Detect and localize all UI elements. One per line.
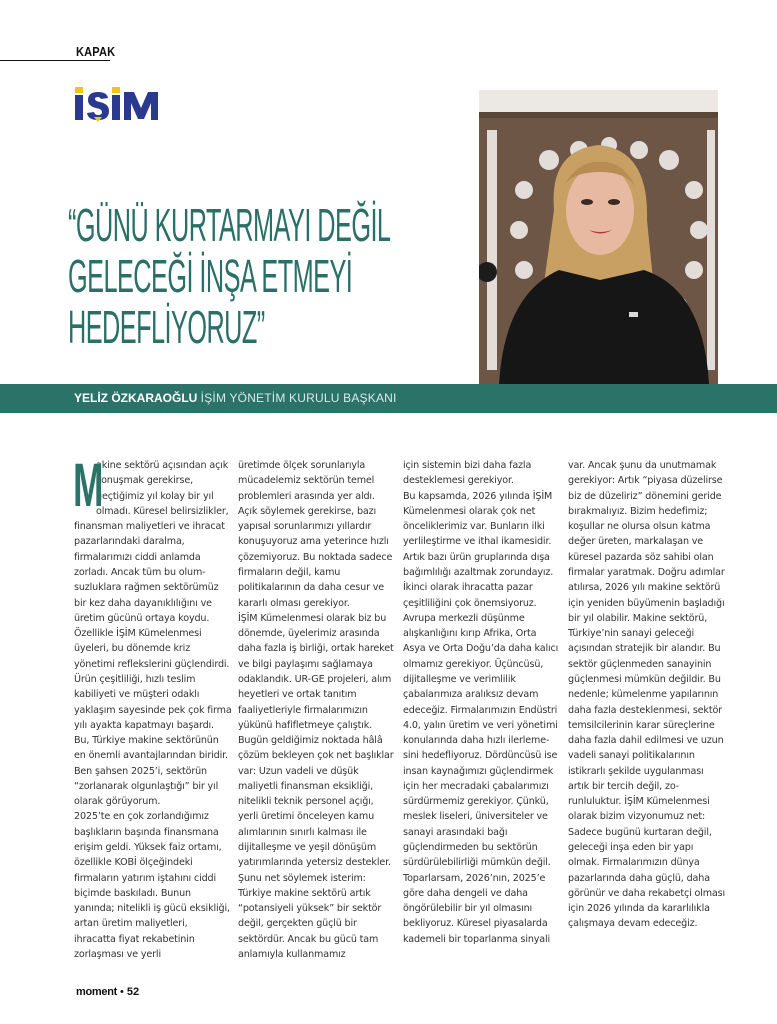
article-paragraph: 2025’te en çok zorlandığımız başlıkların başında finansmana erişim geldi. Yüksek faiz ortamı, özellikle KOBİ ölçeğindeki firmaların yatırım iştahını ciddi biçimde baskıladı. Bunun yanında; nitelikli iş gücü eksikliği, artan üretim maliyetleri, ihracatta fiyat rekabetinin zorlaşması ve yerli (74, 811, 230, 960)
portrait-photo (479, 90, 718, 385)
paragraph-text: akine sektörü açısından açık konuşmak gerekirse, geçtiğimiz yıl kolay bir yıl olmadı. Küresel belirsizlikler, finansman maliyetleri ve ihracat pazarlarındaki daralma, firmalarımızı ciddi anlamda zorladı. Ancak tüm bu olumsuzluklara rağmen sektörümüz bir kez daha dayanıklılığını ve üretim gücünü ortaya koydu. Özellikle İŞİM Kümelenmesi üyeleri, bu dönemde kriz yönetimi reflekslerini güçlendirdi. Ürün çeşitliliği, hızlı teslim kabiliyeti ve müşteri odaklı yaklaşım sayesinde pek çok firma yılı ayakta kapatmayı başardı. Bu, Türkiye makine sektörünün en önemli avantajlarından biridir. Ben şahsen 2025’i, sektörün “zorlanarak olgunlaştığı” bir yıl olarak görüyorum. (74, 460, 232, 808)
separator-dot: • (119, 986, 124, 998)
magazine-brand: moment (76, 986, 117, 998)
headline (68, 200, 398, 353)
article-paragraph: Türkiye makine sektörü artık “potansiyeli yüksek” bir sektör değil, gerçekten güçlü bir sektördür. Ancak bu gücü tam anlamıyla kullanmamız (238, 887, 382, 960)
headline-line: GELECEĞİ İNŞA ETMEYİ (68, 250, 353, 302)
headline-line: “GÜNÜ KURTARMAYI DEĞİL (68, 199, 391, 251)
article-column (403, 458, 561, 947)
headline-line: HEDEFLİYORUZ” (68, 301, 265, 353)
article-paragraph: üretimde ölçek sorunlarıyla mücadelemiz sektörün temel problemleri arasında yer aldı. Açık söylemek gerekirse, bazı yapısal sorunlarımızı yıllardır konuşuyoruz ama yeterince hızlı çözemiyoruz. Bu noktada sadece firmaların değil, kamu politikalarının da daha cesur ve kararlı olması gerekiyor. (238, 460, 393, 609)
article-paragraph: Bu kapsamda, 2026 yılında İŞİM Kümelenmesi olarak çok net önceliklerimiz var. Bunların ilki yerlileştirme ve ithal ikamesidir. Artık bazı ürün gruplarında dışa bağımlılığı azaltmak zorundayız. İkinci olarak ihracatta pazar çeşitliliğini çok önemsiyoruz. Avrupa merkezli düşünme alışkanlığını kırıp Afrika, Orta Asya ve Orta Doğu’da daha kalıcı olmamız gerekiyor. Üçüncüsü, dijitalleşme ve verimlilik çabalarımıza aralıksız devam edeceğiz. Firmalarımızın Endüstri 4.0, yalın üretim ve veri yönetimi konularında daha hızlı ilerlemesini hedefliyoruz. Dördüncüsü ise insan kaynağımızı güçlendirmek için her mecradaki çabalarımızı sürdürmemiz gerekiyor. Çünkü, meslek liseleri, üniversiteler ve sanayi arasındaki bağı güçlendirmeden bu sektörün sürdürülebilirliği mümkün değil. (403, 490, 559, 869)
page-footer (76, 986, 139, 998)
page-number: 52 (126, 986, 140, 998)
article-body (73, 451, 734, 973)
article-paragraph (73, 451, 232, 809)
byline (74, 391, 397, 405)
author-name: YELİZ ÖZKARAOĞLU (74, 391, 198, 405)
article-paragraph: İŞİM Kümelenmesi olarak biz bu dönemde, üyelerimiz arasında daha fazla iş birliği, ortak hareket ve bilgi paylaşımı sağlamaya odaklandık. UR-GE projeleri, alım heyetleri ve ortak tanıtım faaliyetleriyle firmalarımızın yükünü hafifletmeye çalıştık. Bugün geldiğimiz noktada hâlâ çözüm bekleyen çok net başlıklar var: Uzun vadeli ve düşük maliyetli finansman eksikliği, nitelikli teknik personel açığı, yerli üretimi önceleyen kamu alımlarının sınırlı kalması ile dijitalleşme ve yeşil dönüşüm yatırımlarında yetersiz destekler. Şunu net söylemek isterim: (238, 612, 394, 884)
isim-logo (74, 86, 174, 122)
article-paragraph: Toparlarsam, 2026’nın, 2025’e göre daha dengeli ve daha öngörülebilir bir yıl olmasını bekliyoruz. Küresel piyasalarda kademeli bir toparlanma sinyali (403, 872, 551, 945)
face (566, 165, 634, 255)
article-column (238, 458, 396, 962)
article-column (568, 458, 726, 932)
author-role: İŞİM YÖNETİM KURULU BAŞKANI (200, 391, 397, 405)
section-rule (0, 60, 110, 61)
logo-letters (75, 87, 158, 122)
lapel-pin (629, 312, 638, 317)
drop-cap: M (73, 451, 104, 519)
article-column (73, 451, 232, 962)
article-paragraph: var. Ancak şunu da unutmamak gerekiyor: Artık “piyasa düzelirse biz de düzeliriz” dönemini geride bırakmalıyız. Bizim hedefimiz; koşullar ne olursa olsun katma değer üreten, markalaşan ve küresel pazarda söz sahibi olan firmalar yaratmak. Doğru adımlar atılırsa, 2026 yılı makine sektörü için yeniden büyümenin başladığı bir yıl olabilir. Makine sektörü, Türkiye’nin sanayi geleceği açısından stratejik bir alandır. Bu sektör güçlenmeden sanayinin güçlenmesi mümkün değildir. Bu nedenle; kümelenme yapılarının daha fazla desteklenmesi, sektör temsilcilerinin karar süreçlerine daha fazla dahil edilmesi ve uzun vadeli sanayi politikalarının istikrarlı şekilde uygulanması artık bir tercih değil, zorunluluktur. İŞİM Kümelenmesi olarak bizim vizyonumuz net: Sadece bugünü kurtaran değil, geleceği inşa eden bir yapı olmak. Firmalarımızın dünya pazarlarında daha güçlü, daha görünür ve daha rekabetçi olması için 2026 yılında da kararlılıkla çalışmaya devam edeceğiz. (568, 460, 726, 930)
portrait-illustration (479, 90, 718, 385)
article-paragraph: için sistemin bizi daha fazla desteklemesi gerekiyor. (403, 460, 532, 487)
section-label: KAPAK (76, 44, 116, 59)
